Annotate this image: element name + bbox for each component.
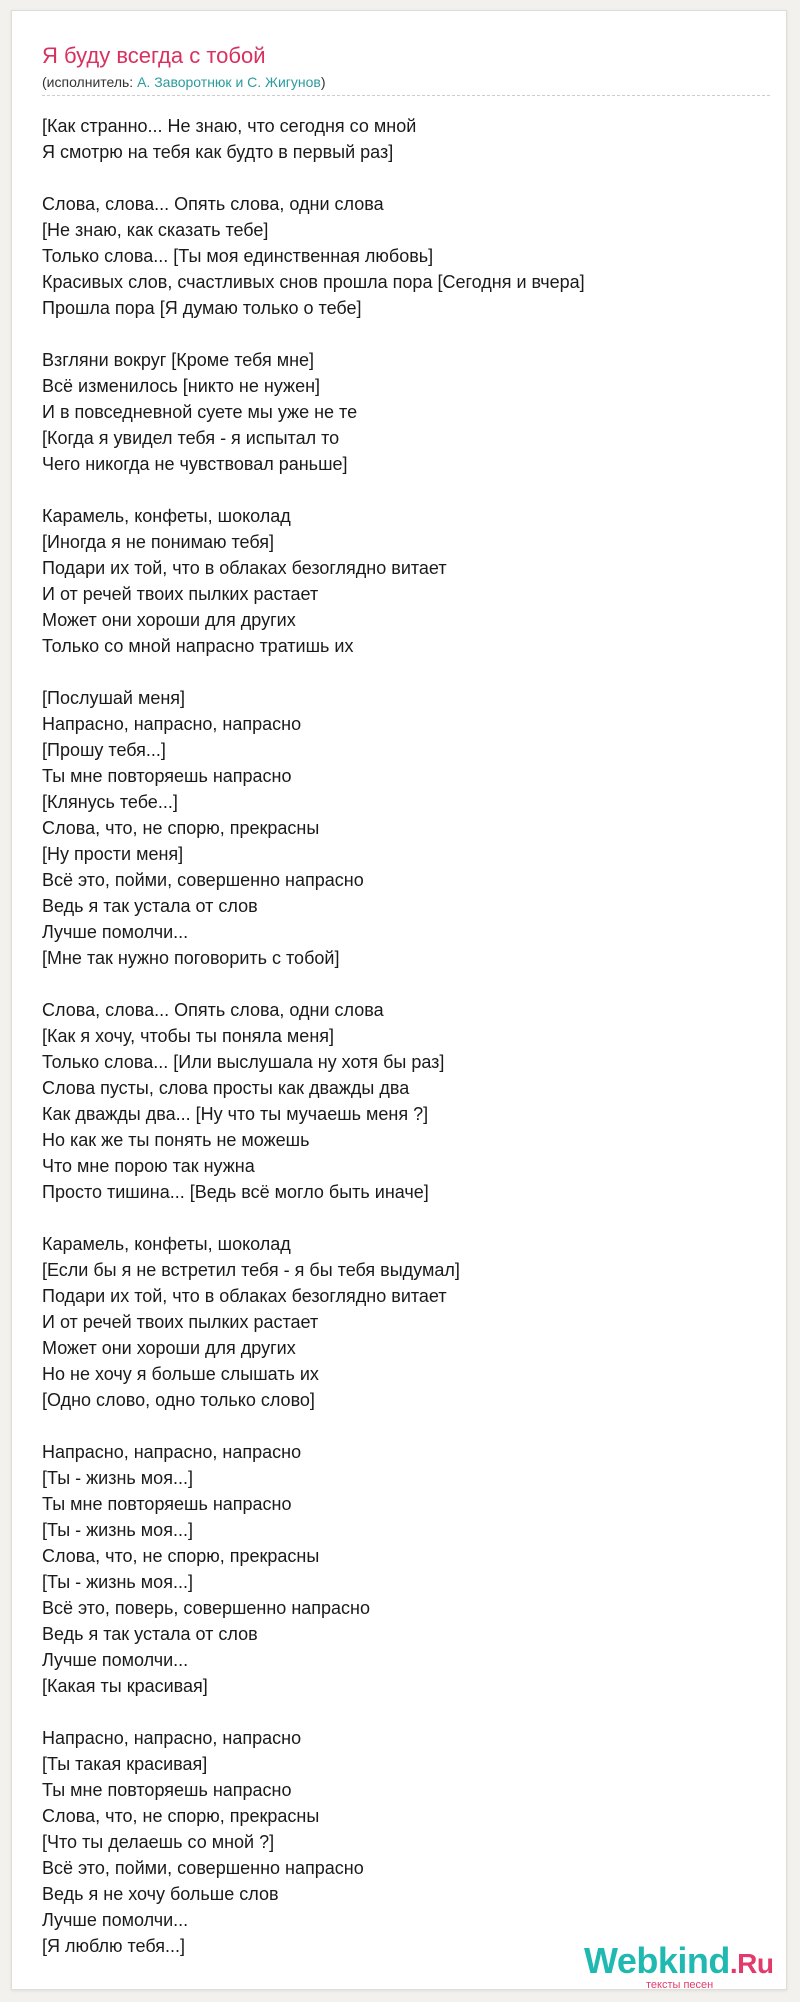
lyrics-line: Подари их той, что в облаках безоглядно витает [42, 558, 447, 578]
lyrics-line: Слова пусты, слова просты как дважды два [42, 1078, 410, 1098]
song-title: Я буду всегда с тобой [42, 43, 266, 68]
lyrics-stanza [42, 1231, 782, 1413]
performer-suffix: ) [320, 74, 326, 90]
lyrics-line: Напрасно, напрасно, напрасно [42, 1728, 302, 1748]
lyrics-line: Я смотрю на тебя как будто в первый раз] [42, 142, 394, 162]
lyrics-stanza [42, 113, 782, 165]
lyrics-line: [Ну прости меня] [42, 844, 184, 864]
lyrics-line: Напрасно, напрасно, напрасно [42, 1442, 302, 1462]
lyrics-body [42, 113, 782, 1985]
lyrics-line: [Я люблю тебя...] [42, 1936, 186, 1956]
performer-line [42, 73, 326, 91]
lyrics-line: Лучше помолчи... [42, 1650, 189, 1670]
lyrics-line: Слова, слова... Опять слова, одни слова [42, 194, 384, 214]
lyrics-stanza [42, 503, 782, 659]
lyrics-stanza [42, 997, 782, 1205]
lyrics-line: Карамель, конфеты, шоколад [42, 1234, 291, 1254]
lyrics-line: Ты мне повторяешь напрасно [42, 1494, 292, 1514]
logo-tld: .Ru [729, 1948, 774, 1979]
lyrics-line: [Иногда я не понимаю тебя] [42, 532, 275, 552]
logo-wordmark [584, 1941, 773, 1984]
lyrics-line: Всё это, поверь, совершенно напрасно [42, 1598, 370, 1618]
lyrics-line: Ты мне повторяешь напрасно [42, 766, 292, 786]
lyrics-line: Просто тишина... [Ведь всё могло быть иначе] [42, 1182, 429, 1202]
lyrics-line: [Если бы я не встретил тебя - я бы тебя выдумал] [42, 1260, 460, 1280]
lyrics-card [11, 10, 787, 1990]
lyrics-stanza [42, 685, 782, 971]
lyrics-line: [Что ты делаешь со мной ?] [42, 1832, 275, 1852]
lyrics-line: Слова, что, не спорю, прекрасны [42, 1546, 320, 1566]
lyrics-line: Ведь я не хочу больше слов [42, 1884, 279, 1904]
lyrics-line: Напрасно, напрасно, напрасно [42, 714, 302, 734]
lyrics-line: [Как странно... Не знаю, что сегодня со мной [42, 116, 417, 136]
lyrics-line: Ведь я так устала от слов [42, 1624, 258, 1644]
lyrics-line: Только слова... [Ты моя единственная любовь] [42, 246, 434, 266]
lyrics-line: Только со мной напрасно тратишь их [42, 636, 354, 656]
lyrics-line: [Ты - жизнь моя...] [42, 1520, 193, 1540]
lyrics-line: И в повседневной суете мы уже не те [42, 402, 358, 422]
lyrics-line: [Ты - жизнь моя...] [42, 1468, 193, 1488]
lyrics-line: Лучше помолчи... [42, 1910, 189, 1930]
logo-tagline: тексты песен [646, 1979, 714, 1991]
lyrics-line: [Послушай меня] [42, 688, 186, 708]
lyrics-line: Может они хороши для других [42, 1338, 296, 1358]
lyrics-line: [Какая ты красивая] [42, 1676, 208, 1696]
lyrics-stanza [42, 1439, 782, 1699]
lyrics-stanza [42, 347, 782, 477]
lyrics-line: [Когда я увидел тебя - я испытал то [42, 428, 340, 448]
lyrics-line: Но не хочу я больше слышать их [42, 1364, 319, 1384]
lyrics-line: Слова, слова... Опять слова, одни слова [42, 1000, 384, 1020]
lyrics-line: И от речей твоих пылких растает [42, 1312, 319, 1332]
lyrics-line: Но как же ты понять не можешь [42, 1130, 310, 1150]
lyrics-line: Всё изменилось [никто не нужен] [42, 376, 321, 396]
performer-prefix: (исполнитель: [42, 74, 138, 90]
lyrics-line: Лучше помолчи... [42, 922, 189, 942]
lyrics-stanza [42, 1725, 782, 1959]
lyrics-line: Всё это, пойми, совершенно напрасно [42, 870, 364, 890]
lyrics-line: Только слова... [Или выслушала ну хотя бы раз] [42, 1052, 445, 1072]
lyrics-line: Слова, что, не спорю, прекрасны [42, 1806, 320, 1826]
artist-link[interactable]: А. Заворотнюк и С. Жигунов [137, 74, 321, 90]
lyrics-line: Подари их той, что в облаках безоглядно витает [42, 1286, 447, 1306]
lyrics-line: [Не знаю, как сказать тебе] [42, 220, 269, 240]
lyrics-line: Может они хороши для других [42, 610, 296, 630]
lyrics-line: [Мне так нужно поговорить с тобой] [42, 948, 340, 968]
lyrics-line: Ты мне повторяешь напрасно [42, 1780, 292, 1800]
lyrics-line: [Как я хочу, чтобы ты поняла меня] [42, 1026, 335, 1046]
header-divider [42, 95, 770, 96]
lyrics-line: [Ты такая красивая] [42, 1754, 208, 1774]
lyrics-line: И от речей твоих пылких растает [42, 584, 319, 604]
site-logo[interactable] [584, 1941, 794, 1993]
lyrics-line: [Одно слово, одно только слово] [42, 1390, 315, 1410]
logo-name: Webkind [584, 1940, 730, 1981]
lyrics-line: [Ты - жизнь моя...] [42, 1572, 193, 1592]
lyrics-stanza [42, 191, 782, 321]
lyrics-line: Слова, что, не спорю, прекрасны [42, 818, 320, 838]
lyrics-line: Карамель, конфеты, шоколад [42, 506, 291, 526]
lyrics-line: Что мне порою так нужна [42, 1156, 255, 1176]
lyrics-line: Как дважды два... [Ну что ты мучаешь меня ?] [42, 1104, 429, 1124]
lyrics-line: Ведь я так устала от слов [42, 896, 258, 916]
lyrics-line: [Клянусь тебе...] [42, 792, 178, 812]
lyrics-line: [Прошу тебя...] [42, 740, 166, 760]
lyrics-line: Всё это, пойми, совершенно напрасно [42, 1858, 364, 1878]
lyrics-line: Чего никогда не чувствовал раньше] [42, 454, 348, 474]
lyrics-line: Взгляни вокруг [Кроме тебя мне] [42, 350, 315, 370]
lyrics-line: Прошла пора [Я думаю только о тебе] [42, 298, 362, 318]
lyrics-line: Красивых слов, счастливых снов прошла пора [Сегодня и вчера] [42, 272, 585, 292]
